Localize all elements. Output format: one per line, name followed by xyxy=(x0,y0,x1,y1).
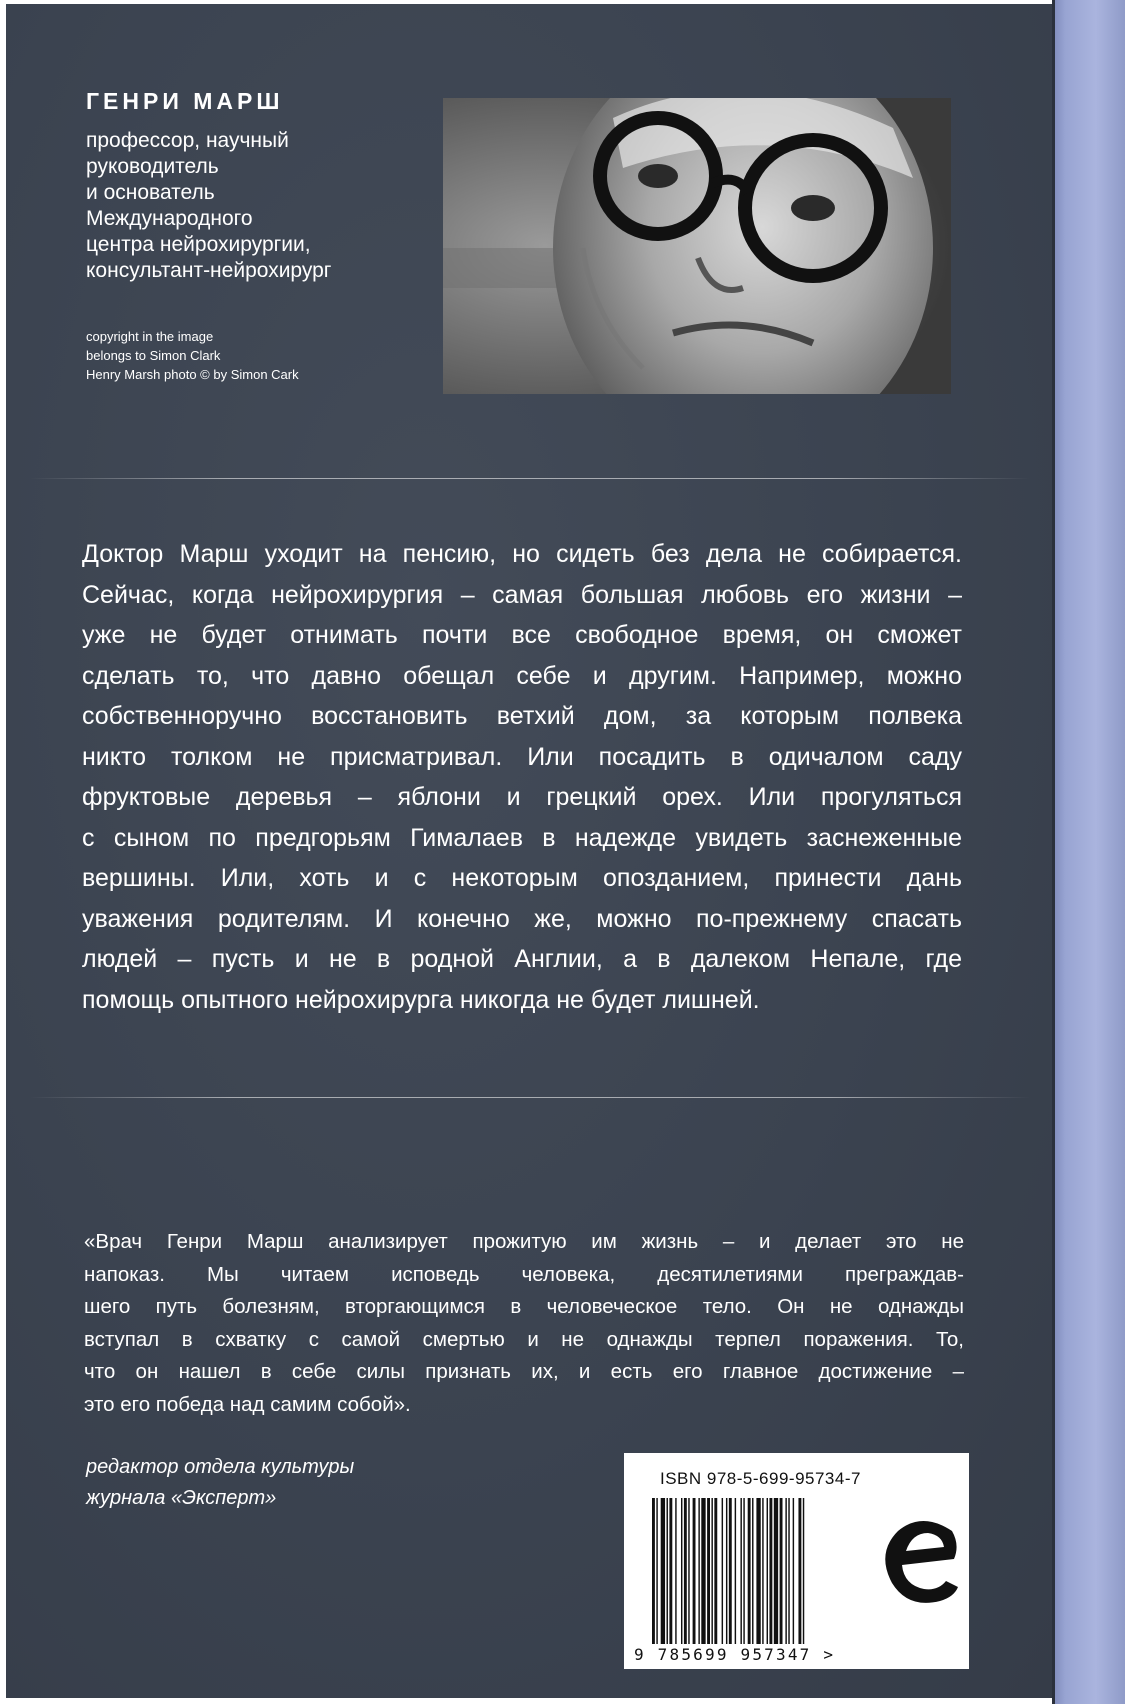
book-blurb xyxy=(82,534,962,1020)
divider-bottom xyxy=(30,1097,1030,1098)
author-portrait-image xyxy=(443,98,951,394)
review-line: «Врач Генри Марш анализирует прожитую им жизнь – и делает это не xyxy=(84,1230,964,1253)
barcode-bar xyxy=(752,1498,753,1644)
barcode-bar xyxy=(762,1498,763,1644)
blurb-line: никто толком не присматривал. Или посадить в одичалом саду xyxy=(82,742,962,771)
barcode-bar xyxy=(701,1498,705,1644)
barcode-bar xyxy=(656,1498,657,1644)
barcode-bar xyxy=(780,1498,783,1644)
barcode-panel xyxy=(624,1453,969,1669)
review-source-line: редактор отдела культуры xyxy=(86,1456,355,1478)
barcode-bar xyxy=(743,1498,744,1644)
review-source-line: журнала «Эксперт» xyxy=(86,1487,277,1509)
barcode-bar xyxy=(722,1498,723,1644)
spine-edge xyxy=(1052,0,1055,1704)
barcode-bar xyxy=(707,1498,710,1644)
barcode-bar xyxy=(769,1498,772,1644)
barcode-bar xyxy=(756,1498,760,1644)
barcode-bar xyxy=(681,1498,682,1644)
photo-copyright xyxy=(86,327,416,384)
barcode-bar xyxy=(688,1498,689,1644)
copyright-line: belongs to Simon Clark xyxy=(86,348,221,363)
review-line: шего путь болезням, вторгающимся в человеческое тело. Он не однажды xyxy=(84,1295,964,1318)
barcode-bar xyxy=(669,1498,672,1644)
barcode-bar xyxy=(803,1498,804,1644)
barcode-bar xyxy=(698,1498,699,1644)
barcode-bar xyxy=(714,1498,717,1644)
blurb-line: Доктор Марш уходит на пенсию, но сидеть без дела не собирается. xyxy=(82,540,962,568)
author-photo xyxy=(443,98,951,394)
author-description-line: Международного xyxy=(86,207,253,230)
barcode-bar xyxy=(693,1498,696,1644)
copyright-line: Henry Marsh photo © by Simon Cark xyxy=(86,367,299,382)
barcode-digits: 9 785699 957347 > xyxy=(634,1645,836,1664)
barcode-bar xyxy=(767,1498,768,1644)
blurb-line: уважения родителям. И конечно же, можно по-прежнему спасать xyxy=(82,904,962,933)
barcode-bar xyxy=(735,1498,736,1644)
barcode-bar xyxy=(729,1498,732,1644)
author-name: ГЕНРИ МАРШ xyxy=(86,88,284,114)
barcode-bar xyxy=(711,1498,712,1644)
review-quote xyxy=(84,1226,964,1421)
blurb-line: сделать то, что давно обещал себе и другим. Например, можно xyxy=(82,661,962,690)
barcode-bar xyxy=(748,1498,751,1644)
blurb-line: собственноручно восстановить ветхий дом, за которым полвека xyxy=(82,702,962,730)
author-description-line: консультант-нейрохирург xyxy=(86,259,332,282)
blurb-line: уже не будет отнимать почти все свободное время, он сможет xyxy=(82,621,962,649)
blurb-line: людей – пусть и не в родной Англии, а в далеком Непале, где xyxy=(82,945,962,973)
barcode-bar xyxy=(793,1498,794,1644)
blurb-line: вершины. Или, хоть и с некоторым опозданием, принести дань xyxy=(82,864,962,892)
barcode-bar xyxy=(652,1498,655,1644)
review-line: что он нашел в себе силы признать их, и есть его главное достижение – xyxy=(84,1360,964,1383)
author-description xyxy=(86,128,416,284)
blurb-line: помощь опытного нейрохирурга никогда не будет лишней. xyxy=(82,985,760,1014)
blurb-line: Сейчас, когда нейрохирургия – самая большая любовь его жизни – xyxy=(82,580,962,609)
barcode-bar xyxy=(785,1498,786,1644)
author-description-line: руководитель xyxy=(86,155,219,178)
barcode-bars xyxy=(652,1498,875,1644)
divider-top xyxy=(30,478,1030,479)
copyright-line: copyright in the image xyxy=(86,329,214,344)
review-line: это его победа над самим собой». xyxy=(84,1392,411,1416)
author-description-line: профессор, научный xyxy=(86,129,289,152)
barcode-bar xyxy=(675,1498,676,1644)
review-line: напоказ. Мы читаем исповедь человека, десятилетиями преграждав- xyxy=(84,1262,964,1286)
author-description-line: центра нейрохирургии, xyxy=(86,233,311,256)
publisher-logo-icon xyxy=(882,1513,960,1609)
barcode-bar xyxy=(788,1498,789,1644)
review-line: вступал в схватку с самой смертью и не однажды терпел поражения. То, xyxy=(84,1327,964,1351)
review-source xyxy=(86,1452,446,1514)
book-spine xyxy=(1052,0,1125,1704)
barcode-bar xyxy=(684,1498,687,1644)
isbn-text: ISBN 978-5-699-95734-7 xyxy=(660,1469,861,1488)
barcode-bar xyxy=(798,1498,801,1644)
barcode-bar xyxy=(726,1498,727,1644)
barcode-bar xyxy=(740,1498,741,1644)
barcode-bar xyxy=(774,1498,778,1644)
blurb-line: фруктовые деревья – яблони и грецкий орех. Или прогуляться xyxy=(82,783,962,811)
barcode-bar xyxy=(661,1498,665,1644)
author-description-line: и основатель xyxy=(86,181,215,204)
barcode-bar xyxy=(667,1498,668,1644)
blurb-line: с сыном по предгорьям Гималаев в надежде увидеть заснеженные xyxy=(82,823,962,852)
